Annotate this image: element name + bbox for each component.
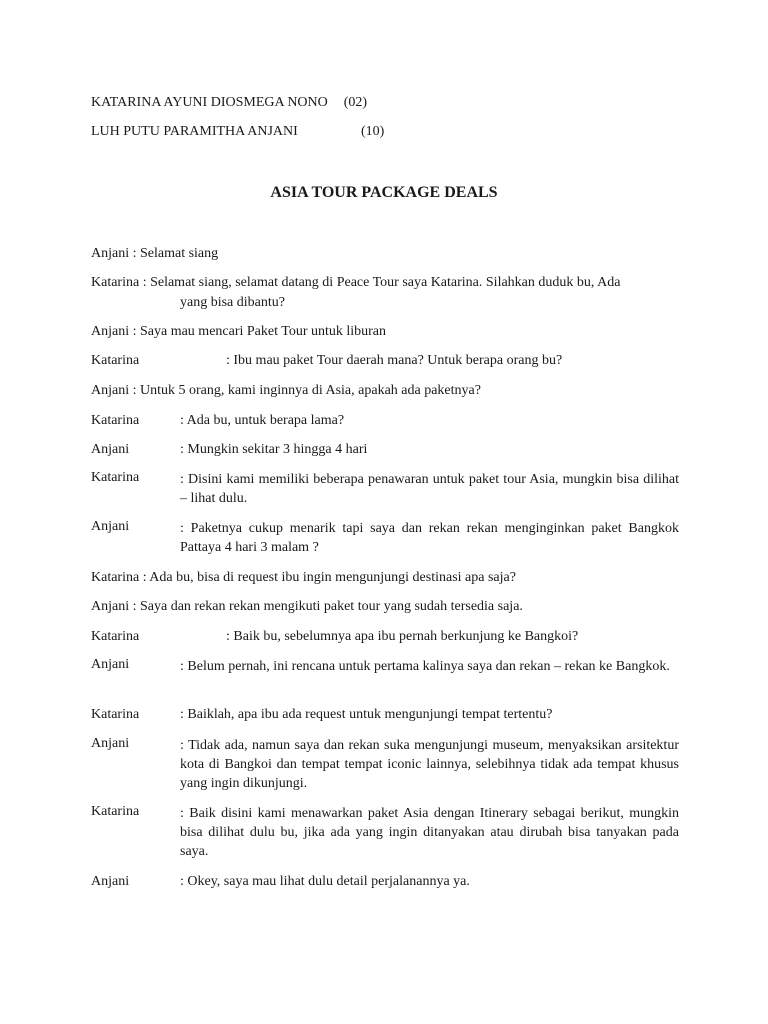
document-title: ASIA TOUR PACKAGE DEALS (270, 184, 498, 201)
speaker-label: Anjani (91, 874, 130, 889)
speaker-label: Katarina (91, 470, 140, 485)
author-number: (02) (343, 95, 368, 110)
dialogue-line (91, 628, 679, 645)
speaker-label: Anjani (91, 736, 130, 751)
dialogue-line: Anjani : Selamat siang (91, 246, 219, 261)
speaker-label: Katarina (91, 629, 140, 644)
speaker-label: Anjani (91, 442, 130, 457)
dialogue-line (91, 706, 679, 723)
author-line-1 (91, 94, 367, 111)
dialogue-line: Anjani : Saya dan rekan rekan mengikuti paket tour yang sudah tersedia saja. (91, 599, 523, 614)
dialogue-line: Anjani : Saya mau mencari Paket Tour untuk liburan (91, 324, 387, 339)
dialogue-text: : Tidak ada, namun saya dan rekan suka mengunjungi museum, menyaksikan arsitektur kota di Bangkoi dan tempat tempat iconic lainnya, selebihnya tidak ada tempat khusus yang ingin dikunjungi. (180, 738, 679, 791)
dialogue-line (91, 274, 679, 311)
dialogue-line (91, 412, 679, 429)
dialogue-line (91, 519, 679, 557)
speaker-label: Anjani (91, 657, 130, 672)
author-name: LUH PUTU PARAMITHA ANJANI (91, 124, 298, 139)
speaker-label: Katarina (91, 707, 140, 722)
dialogue-line: Anjani : Untuk 5 orang, kami inginnya di Asia, apakah ada paketnya? (91, 383, 481, 398)
dialogue-text: : Ada bu, untuk berapa lama? (180, 413, 345, 428)
dialogue-text: : Disini kami memiliki beberapa penawaran untuk paket tour Asia, mungkin bisa dilihat – lihat dulu. (180, 472, 679, 506)
speaker-label: Katarina (91, 804, 140, 819)
dialogue-line (91, 352, 679, 369)
author-number: (10) (361, 124, 385, 139)
speaker-label: Anjani (91, 519, 130, 534)
author-name: KATARINA AYUNI DIOSMEGA NONO (91, 95, 328, 110)
dialogue-text: yang bisa dibantu? (180, 295, 285, 310)
author-line-2 (91, 123, 298, 140)
dialogue-text: : Baik disini kami menawarkan paket Asia dengan Itinerary sebagai berikut, mungkin bisa dilihat dulu bu, jika ada yang ingin ditanyakan atau dirubah bisa tanyakan pada saya. (180, 806, 679, 859)
dialogue-line: Katarina : Ada bu, bisa di request ibu ingin mengunjungi destinasi apa saja? (91, 570, 516, 585)
dialogue-line (91, 804, 679, 861)
dialogue-line (91, 470, 679, 508)
dialogue-text: : Belum pernah, ini rencana untuk pertama kalinya saya dan rekan – rekan ke Bangkok. (180, 659, 670, 674)
dialogue-text: : Baiklah, apa ibu ada request untuk mengunjungi tempat tertentu? (180, 707, 553, 722)
dialogue-line (91, 736, 679, 793)
dialogue-text: : Paketnya cukup menarik tapi saya dan rekan rekan menginginkan paket Bangkok Pattaya 4 hari 3 malam ? (180, 521, 679, 555)
dialogue-text: : Ibu mau paket Tour daerah mana? Untuk berapa orang bu? (226, 353, 563, 368)
dialogue-line (91, 441, 679, 458)
dialogue-text: : Mungkin sekitar 3 hingga 4 hari (180, 442, 368, 457)
dialogue-line (91, 657, 679, 676)
dialogue-text: Katarina : Selamat siang, selamat datang di Peace Tour saya Katarina. Silahkan duduk bu, Ada (91, 275, 621, 290)
speaker-label: Katarina (91, 353, 140, 368)
dialogue-text: : Baik bu, sebelumnya apa ibu pernah berkunjung ke Bangkoi? (226, 629, 579, 644)
speaker-label: Katarina (91, 413, 140, 428)
dialogue-line (91, 873, 679, 890)
dialogue-text: : Okey, saya mau lihat dulu detail perjalanannya ya. (180, 874, 470, 889)
